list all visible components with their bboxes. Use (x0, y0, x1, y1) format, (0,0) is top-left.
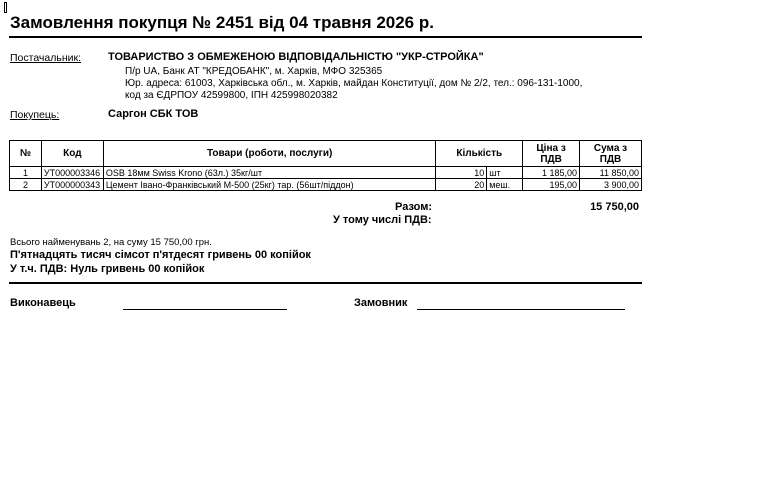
header-quantity: Кількість (436, 141, 523, 167)
row-code: УТ000000343 (41, 179, 103, 191)
total-value: 15 750,00 (590, 201, 639, 213)
row-goods: Цемент Івано-Франківський М-500 (25кг) тар. (56шт/піддон) (103, 179, 436, 191)
supplier-bank: П/р UA, Банк АТ "КРЕДОБАНК", м. Харків, МФО 325365 (125, 66, 383, 77)
supplier-label: Постачальник: (10, 52, 82, 64)
row-number: 2 (10, 179, 42, 191)
row-price: 1 185,00 (523, 167, 580, 179)
buyer-name: Саргон СБК ТОВ (108, 108, 199, 120)
buyer-label: Покупець: (10, 109, 60, 121)
header-number: № (10, 141, 42, 167)
total-label: Разом: (395, 201, 433, 213)
supplier-codes: код за ЄДРПОУ 42599800, ІПН 425998020382 (125, 90, 338, 101)
header-goods: Товари (роботи, послуги) (103, 141, 436, 167)
executor-signature-line (123, 309, 287, 310)
row-number: 1 (10, 167, 42, 179)
row-quantity: 20 (436, 179, 487, 191)
text-cursor (4, 2, 7, 13)
row-unit: шт (487, 167, 523, 179)
goods-table (9, 140, 642, 191)
header-sum: Сума з ПДВ (580, 141, 642, 167)
header-code: Код (41, 141, 103, 167)
title-divider (9, 36, 642, 38)
row-unit: меш. (487, 179, 523, 191)
row-quantity: 10 (436, 167, 487, 179)
customer-signature-line (417, 309, 625, 310)
row-sum: 3 900,00 (580, 179, 642, 191)
table-header-row (10, 141, 642, 167)
table-row (10, 167, 642, 179)
document-title: Замовлення покупця № 2451 від 04 травня 2026 р. (10, 13, 434, 32)
amount-in-words: П'ятнадцять тисяч сімсот п'ятдесят гривень 00 копійок (10, 249, 311, 261)
vat-in-words: У т.ч. ПДВ: Нуль гривень 00 копійок (10, 263, 205, 275)
items-count-line: Всього найменувань 2, на суму 15 750,00 грн. (10, 237, 212, 248)
table-row (10, 179, 642, 191)
row-goods: OSB 18мм Swiss Krono (63л.) 35кг/шт (103, 167, 436, 179)
supplier-name: ТОВАРИСТВО З ОБМЕЖЕНОЮ ВІДПОВІДАЛЬНІСТЮ "УКР-СТРОЙКА" (108, 51, 484, 63)
summary-divider (9, 282, 642, 284)
vat-label: У тому числі ПДВ: (333, 214, 432, 226)
header-price: Ціна з ПДВ (523, 141, 580, 167)
executor-label: Виконавець (10, 297, 76, 309)
supplier-address: Юр. адреса: 61003, Харківська обл., м. Харків, майдан Конституції, дом № 2/2, тел.: 096-131-1000, (125, 78, 583, 89)
row-code: УТ000003346 (41, 167, 103, 179)
customer-label: Замовник (354, 297, 408, 309)
row-price: 195,00 (523, 179, 580, 191)
row-sum: 11 850,00 (580, 167, 642, 179)
